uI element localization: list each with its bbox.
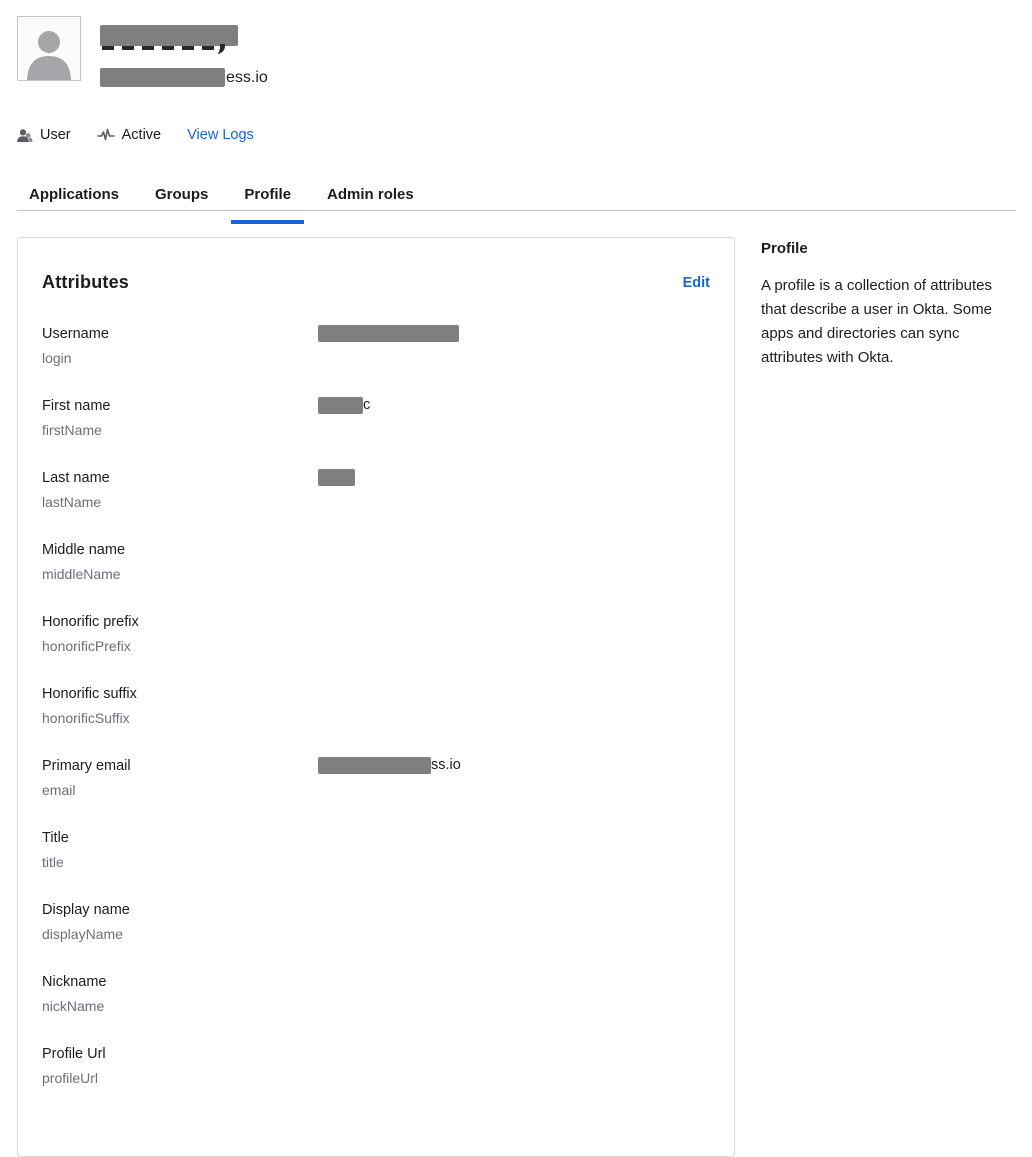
tab-applications[interactable]: Applications: [29, 186, 120, 203]
person-silhouette-icon: [21, 24, 77, 80]
attr-key: honorificSuffix: [42, 710, 130, 726]
profile-help-body: A profile is a collection of attributes that describe a user in Okta. Some apps and directories can sync attributes with Okta.: [761, 277, 992, 366]
tab-groups[interactable]: Groups: [155, 186, 209, 203]
user-icon: [16, 128, 33, 143]
attributes-card: [17, 237, 735, 1157]
value-suffix: ss.io: [431, 757, 461, 773]
value-redaction: [318, 325, 459, 342]
user-type: [16, 127, 71, 143]
attr-value: [318, 757, 461, 799]
attr-key: displayName: [42, 926, 123, 942]
attr-row-last-name: [42, 469, 710, 511]
value-redaction: [318, 757, 431, 774]
attr-label: Nickname: [42, 974, 107, 990]
user-state: [97, 127, 162, 143]
attributes-card-title: Attributes: [42, 272, 129, 292]
attr-row-display-name: [42, 901, 710, 943]
attr-row-title: [42, 829, 710, 871]
attr-label: Honorific suffix: [42, 686, 137, 702]
attr-row-honorific-prefix: [42, 613, 710, 655]
attr-row-nickname: [42, 973, 710, 1015]
attr-label: Primary email: [42, 758, 131, 774]
attr-key: nickName: [42, 998, 105, 1014]
user-email-suffix: ess.io: [226, 68, 268, 86]
user-name-redaction-descender: [216, 44, 225, 54]
attr-key: profileUrl: [42, 1070, 99, 1086]
view-logs-link[interactable]: View Logs: [187, 127, 254, 143]
tab-profile[interactable]: Profile: [231, 182, 304, 224]
attr-key: login: [42, 350, 72, 366]
attr-label: Middle name: [42, 542, 126, 558]
attr-row-primary-email: [42, 757, 710, 799]
attr-label: Title: [42, 830, 69, 846]
value-redaction: [318, 397, 363, 414]
attr-key: lastName: [42, 494, 102, 510]
user-name-redaction: [100, 25, 238, 46]
user-name-redaction-marks: [102, 46, 220, 50]
attr-key: middleName: [42, 566, 121, 582]
profile-help-panel: [761, 240, 1019, 370]
attr-label: Display name: [42, 902, 130, 918]
attr-row-profile-url: [42, 1045, 710, 1087]
attr-key: firstName: [42, 422, 102, 438]
activity-pulse-icon: [97, 128, 115, 142]
attr-label: First name: [42, 398, 111, 414]
attr-row-username: [42, 325, 710, 367]
attr-value: [318, 397, 370, 439]
attr-key: title: [42, 854, 64, 870]
attr-row-honorific-suffix: [42, 685, 710, 727]
value-suffix: c: [363, 397, 371, 413]
user-email-redaction: [100, 68, 225, 87]
user-state-label: Active: [121, 127, 162, 143]
attr-label: Last name: [42, 470, 110, 486]
attr-value: [318, 325, 459, 367]
attr-key: email: [42, 782, 76, 798]
status-row: [16, 127, 254, 143]
tab-divider: [17, 210, 1016, 211]
attr-value: [318, 469, 355, 511]
user-avatar: [17, 16, 81, 81]
user-type-label: User: [40, 127, 71, 143]
value-redaction: [318, 469, 355, 486]
attr-key: honorificPrefix: [42, 638, 131, 654]
tab-bar: [16, 182, 427, 224]
user-email: [100, 68, 268, 87]
edit-button[interactable]: Edit: [682, 274, 710, 291]
attr-label: Honorific prefix: [42, 614, 139, 630]
tab-admin-roles[interactable]: Admin roles: [327, 186, 414, 203]
attr-row-middle-name: [42, 541, 710, 583]
attr-row-first-name: [42, 397, 710, 439]
profile-help-title: Profile: [761, 240, 808, 257]
attr-label: Profile Url: [42, 1046, 106, 1062]
attr-label: Username: [42, 326, 109, 342]
